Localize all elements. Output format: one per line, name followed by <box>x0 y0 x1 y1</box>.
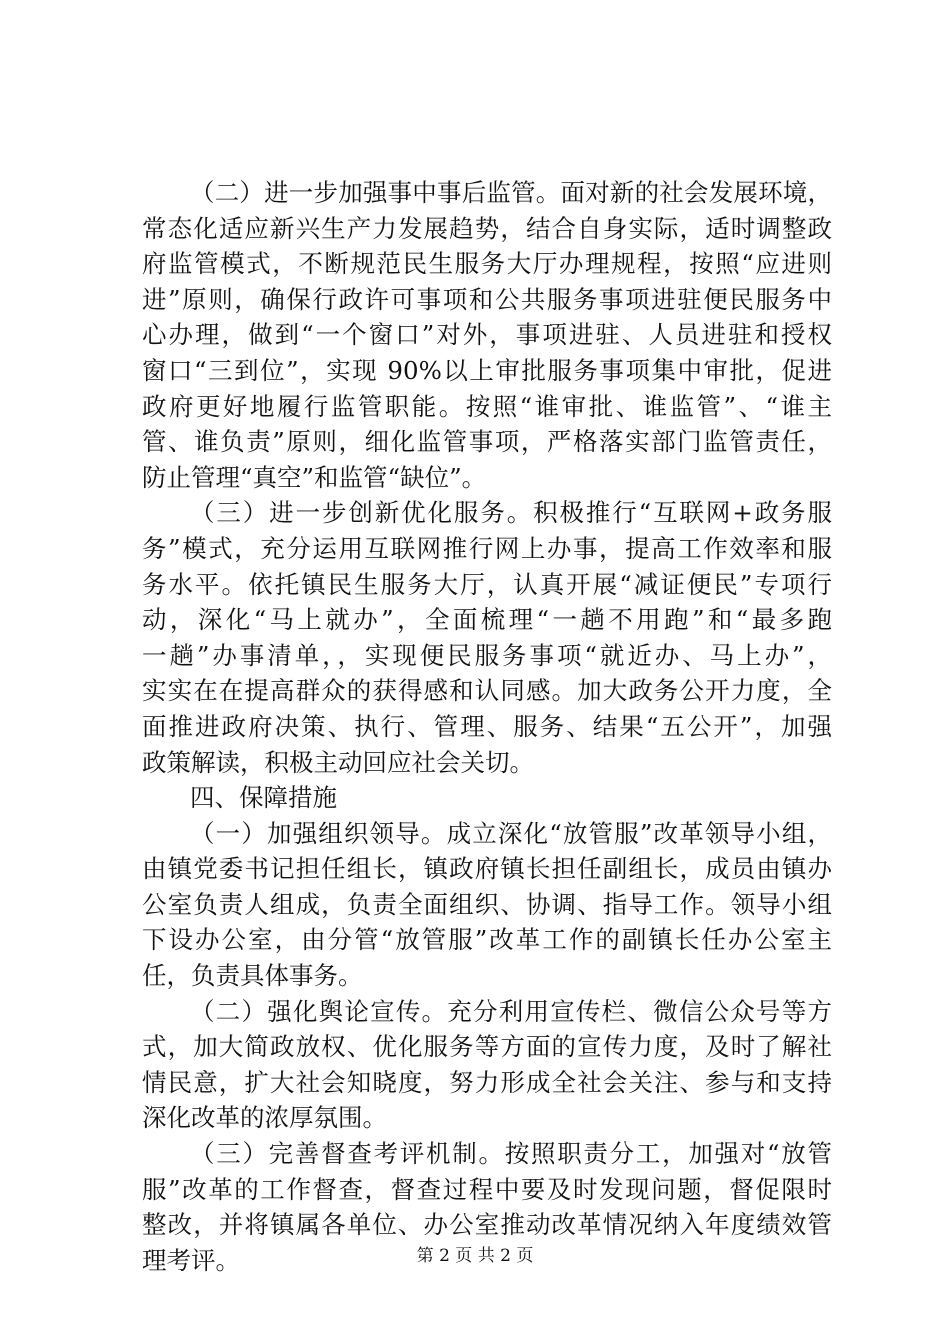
paragraph-line: （一）加强组织领导。成立深化“放管服”改革领导小组， <box>190 818 832 848</box>
paragraph-line: （二）进一步加强事中事后监管。面对新的社会发展环境， <box>190 178 832 207</box>
paragraph-line: 进”原则，确保行政许可事项和公共服务事项进驻便民服务中 <box>142 284 832 314</box>
paragraph-line: 一趟”办事清单，，实现便民服务事项“就近办、马上办”， <box>142 640 832 670</box>
paragraph-line: （三）完善督查考评机制。按照职责分工，加强对“放管 <box>190 1139 832 1169</box>
paragraph-line: 公室负责人组成，负责全面组织、协调、指导工作。领导小组 <box>142 889 832 919</box>
paragraph-line: 务水平。依托镇民生服务大厅，认真开展“减证便民”专项行 <box>142 569 832 599</box>
paragraph-line: （二）强化舆论宣传。充分利用宣传栏、微信公众号等方 <box>190 996 832 1026</box>
paragraph-line: 管、谁负责”原则，细化监管事项，严格落实部门监管责任， <box>142 427 832 457</box>
paragraph-line: 深化改革的浓厚氛围。 <box>142 1103 387 1133</box>
paragraph-line: 政策解读，积极主动回应社会关切。 <box>142 747 534 777</box>
document-body <box>142 175 832 1278</box>
paragraph-line: 心办理，做到“一个窗口”对外，事项进驻、人员进驻和授权 <box>142 320 832 350</box>
paragraph-line: 理考评。 <box>142 1245 240 1275</box>
paragraph-line: 府监管模式，不断规范民生服务大厅办理规程，按照“应进则 <box>142 249 832 279</box>
paragraph-line: 动，深化“马上就办”，全面梳理“一趟不用跑”和“最多跑 <box>142 605 832 635</box>
paragraph-line: 政府更好地履行监管职能。按照“谁审批、谁监管”、“谁主 <box>142 391 832 421</box>
paragraph-line: 实实在在提高群众的获得感和认同感。加大政务公开力度，全 <box>142 676 832 706</box>
paragraph-line: 下设办公室，由分管“放管服”改革工作的副镇长任办公室主 <box>142 925 832 955</box>
paragraph-line: 整改，并将镇属各单位、办公室推动改革情况纳入年度绩效管 <box>142 1210 832 1240</box>
paragraph-line: 服”改革的工作督查，督查过程中要及时发现问题，督促限时 <box>142 1174 832 1204</box>
paragraph-line: 情民意，扩大社会知晓度，努力形成全社会关注、参与和支持 <box>142 1067 832 1097</box>
paragraph-line: 窗口“三到位”，实现 90%以上审批服务事项集中审批，促进 <box>142 355 832 385</box>
paragraph-line: 面推进政府决策、执行、管理、服务、结果“五公开”，加强 <box>142 711 832 741</box>
paragraph-line: 式，加大简政放权、优化服务等方面的宣传力度，及时了解社 <box>142 1032 832 1062</box>
paragraph-line: 防止管理“真空”和监管“缺位”。 <box>142 462 487 492</box>
page-number-footer: 第 2 页 共 2 页 <box>416 1246 534 1266</box>
paragraph-line: 务”模式，充分运用互联网推行网上办事，提高工作效率和服 <box>142 533 832 563</box>
paragraph-line: 由镇党委书记担任组长，镇政府镇长担任副组长，成员由镇办 <box>142 854 832 884</box>
paragraph-line: 任，负责具体事务。 <box>142 961 363 991</box>
paragraph-line: 常态化适应新兴生产力发展趋势，结合自身实际，适时调整政 <box>142 213 832 243</box>
section-heading: 四、保障措施 <box>190 783 337 813</box>
paragraph-line: （三）进一步创新优化服务。积极推行“互联网+政务服 <box>190 498 832 528</box>
